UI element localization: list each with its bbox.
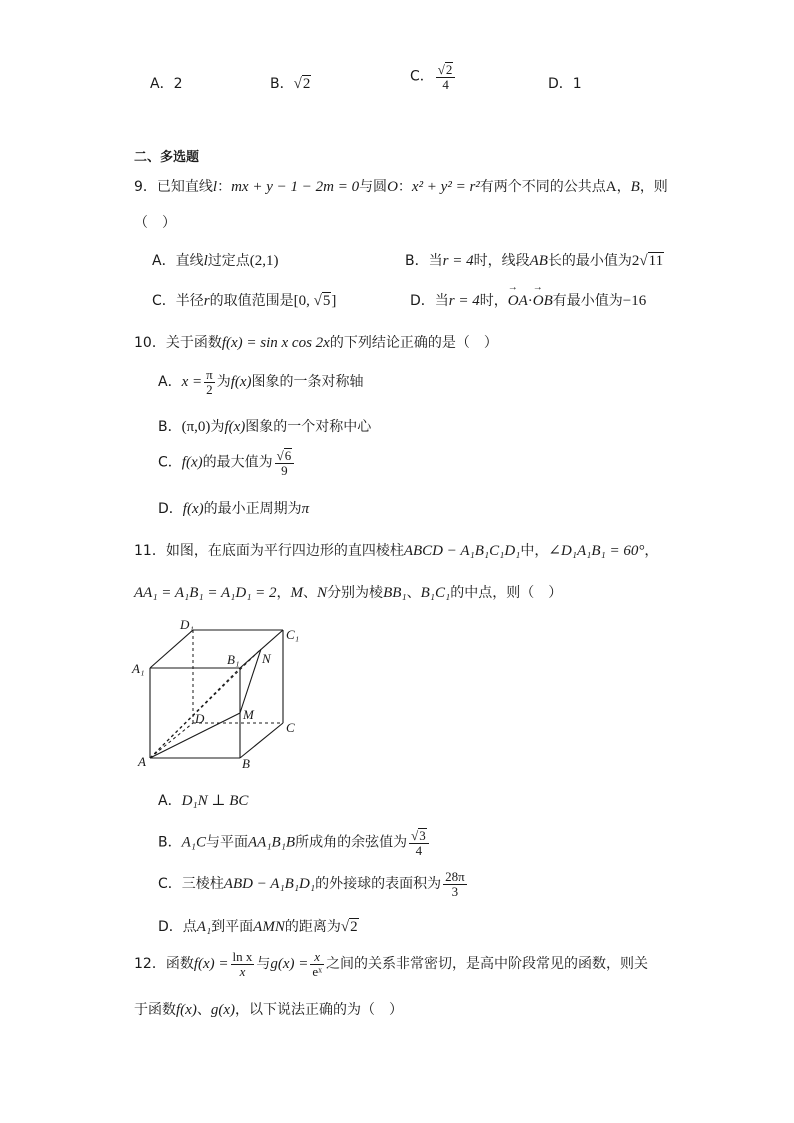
q8-option-b: B．√2	[270, 76, 311, 92]
q12-stem-line2: 于函数f(x)、g(x)，以下说法正确的为（ ）	[134, 1002, 403, 1018]
q9-option-d: D．当r = 4时，→ OA·→ OB有最小值为−16	[410, 290, 646, 310]
section-title: 二、多选题	[134, 150, 200, 165]
q11-option-a: A．D₁N ⊥ BC	[158, 793, 249, 809]
q10-option-d: D．f(x)的最小正周期为π	[158, 501, 310, 517]
label-n: N	[262, 651, 271, 666]
q9-option-c: C．半径r的取值范围是[0, √5]	[152, 293, 337, 309]
label-d: D	[195, 711, 205, 726]
prism-figure	[130, 615, 310, 775]
edge-a1d1	[150, 630, 193, 668]
q12-stem: 12．函数f(x) = $\frac{\text{ln x}}{x}$ 与g(x) = $\frac{x}{\text{eˣ}}$ 之间的关系非常密切，是高中阶段常见的函数，则关	[134, 949, 648, 979]
label-a1: A₁	[132, 661, 145, 676]
q8-option-d: D．1	[548, 76, 582, 92]
q10-option-a: A．x = $\frac{\pi}{2}$ 为f(x)图象的一条对称轴	[158, 367, 364, 397]
q10-option-b: B．(π,0)为f(x)图象的一个对称中心	[158, 419, 372, 435]
q9-option-a: A．直线l过定点(2,1)	[152, 253, 279, 269]
label-b1: B₁	[227, 652, 240, 667]
q8-option-c: C． $\frac{√2}{4}$	[410, 62, 457, 91]
q11-option-d: D．点A₁到平面AMN的距离为√2	[158, 919, 358, 935]
segment-an	[150, 649, 261, 758]
q11-stem-line2: AA₁ = A₁B₁ = A₁D₁ = 2，M、N分别为棱BB₁、B₁C₁的中点，则（ ）	[134, 585, 563, 601]
q10-option-c: C．f(x)的最大值为 $\frac{√6}{9}$	[158, 448, 296, 477]
edge-ad	[150, 723, 193, 758]
label-d1: D₁	[180, 617, 194, 632]
label-a: A	[138, 754, 146, 769]
label-m: M	[243, 707, 254, 722]
q10-stem: 10．关于函数f(x) = sin x cos 2x的下列结论正确的是（ ）	[134, 335, 498, 351]
label-b: B	[242, 756, 250, 771]
label-c: C	[286, 720, 295, 735]
q9-paren: （ ）	[134, 215, 176, 231]
q11-stem: 11．如图，在底面为平行四边形的直四棱柱ABCD − A₁B₁C₁D₁中，∠D₁A₁B₁ = 60°，	[134, 543, 659, 559]
q9-option-b: B．当r = 4时，线段AB长的最小值为2√11	[405, 253, 664, 269]
q8-option-a: A．2	[150, 76, 183, 92]
edge-bc	[240, 723, 283, 758]
q9-stem: 9．已知直线l：mx + y − 1 − 2m = 0与圆O：x² + y² = r²有两个不同的公共点A，B，则	[134, 179, 668, 195]
q11-option-b: B．A₁C与平面AA₁B₁B所成角的余弦值为 $\frac{√3}{4}$	[158, 828, 431, 857]
q11-option-c: C．三棱柱ABD − A₁B₁D₁的外接球的表面积为 $\frac{28\pi}{3}$	[158, 869, 465, 899]
label-c1: C₁	[286, 627, 300, 642]
